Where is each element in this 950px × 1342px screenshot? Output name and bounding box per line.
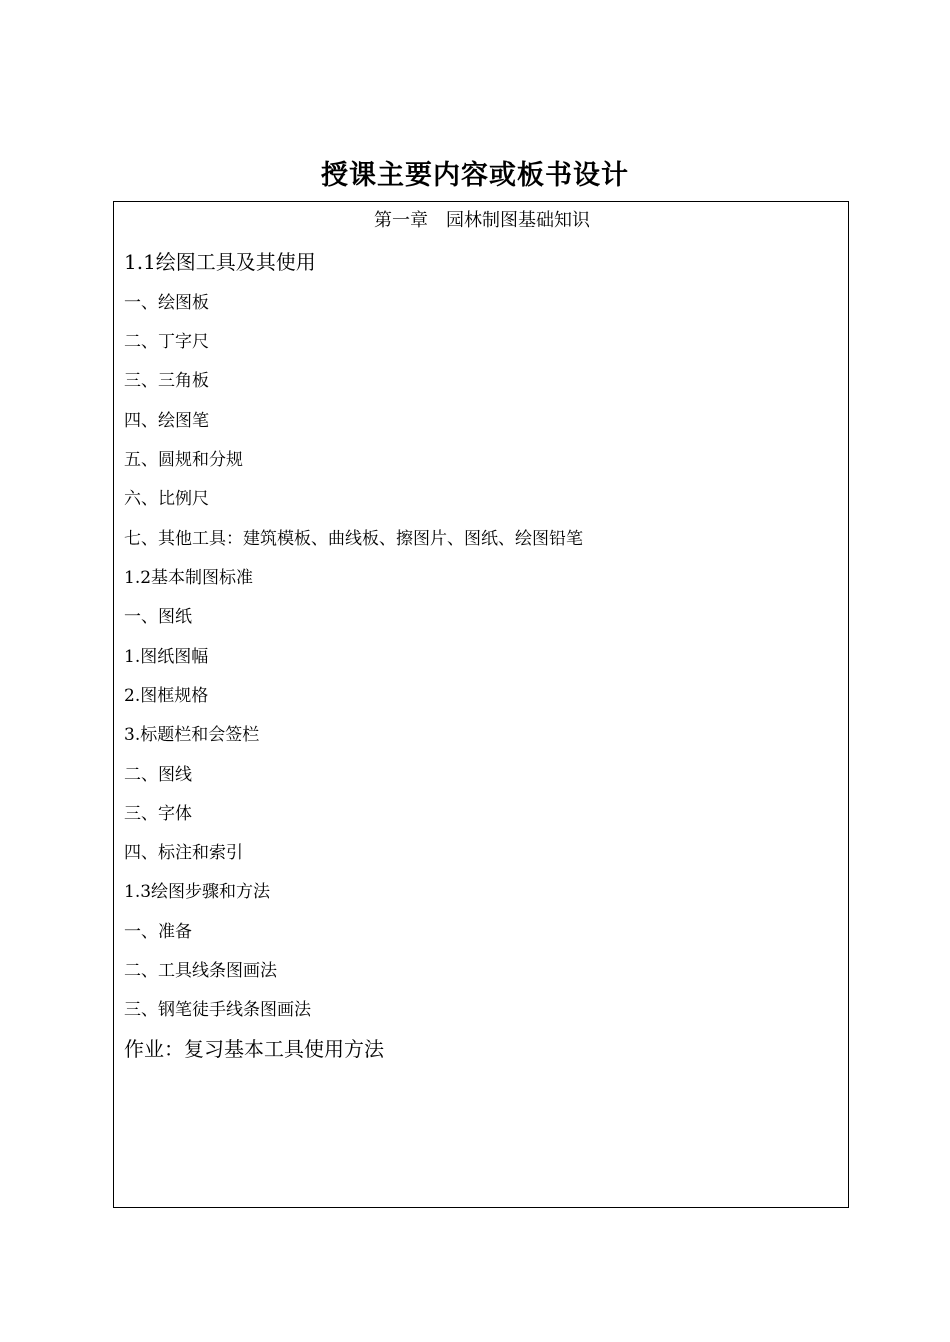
outline-item: 二、丁字尺	[124, 332, 209, 352]
outline-item: 二、图线	[124, 765, 192, 785]
outline-item: 三、三角板	[124, 371, 209, 391]
outline-item: 五、圆规和分规	[124, 450, 243, 470]
homework-line: 作业：复习基本工具使用方法	[124, 1037, 384, 1061]
outline-subitem: 3.标题栏和会签栏	[124, 725, 260, 745]
outline-item: 七、其他工具：建筑模板、曲线板、擦图片、图纸、绘图铅笔	[124, 529, 583, 549]
section-heading-1-2: 1.2基本制图标准	[124, 568, 254, 588]
section-heading-1-3: 1.3绘图步骤和方法	[124, 882, 271, 902]
outline-item: 四、绘图笔	[124, 411, 209, 431]
outline-item: 一、绘图板	[124, 293, 209, 313]
outline-item: 三、钢笔徒手线条图画法	[124, 1000, 311, 1020]
content-table-cell	[113, 201, 849, 1208]
outline-item: 一、准备	[124, 922, 192, 942]
outline-item: 三、字体	[124, 804, 192, 824]
outline-item: 二、工具线条图画法	[124, 961, 277, 981]
outline-item: 四、标注和索引	[124, 843, 243, 863]
chapter-heading: 第一章 园林制图基础知识	[374, 210, 590, 231]
section-heading-1-1: 1.1绘图工具及其使用	[124, 250, 316, 274]
outline-subitem: 2.图框规格	[124, 686, 209, 706]
outline-item: 六、比例尺	[124, 489, 209, 509]
page-title: 授课主要内容或板书设计	[321, 160, 629, 191]
outline-subitem: 1.图纸图幅	[124, 647, 209, 667]
outline-item: 一、图纸	[124, 607, 192, 627]
